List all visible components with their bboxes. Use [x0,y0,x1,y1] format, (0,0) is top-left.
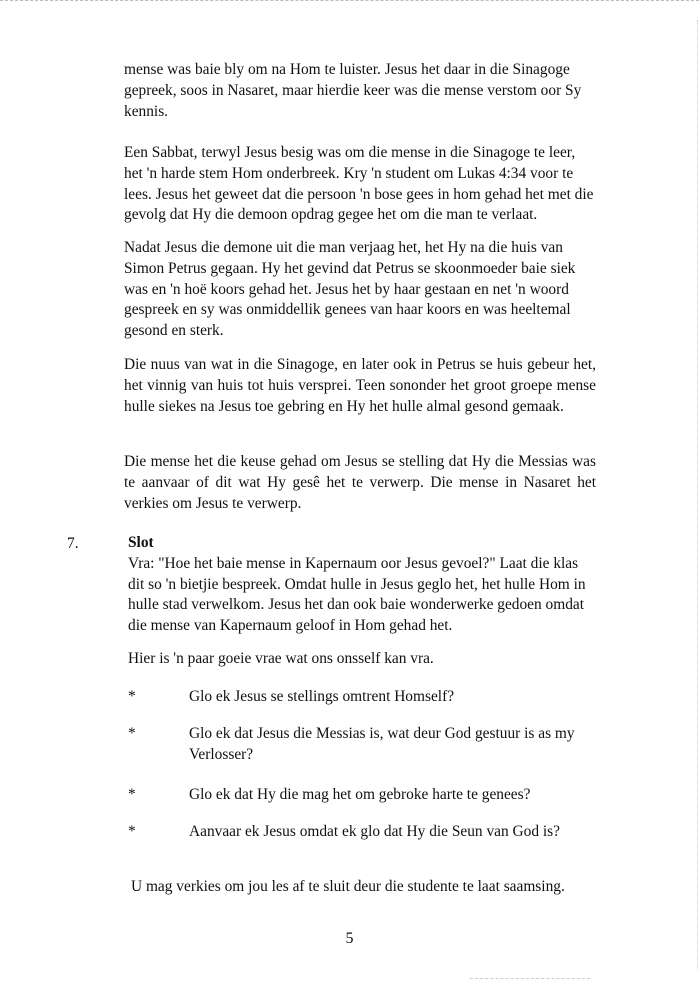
bullet-star-icon: * [128,786,136,803]
scan-edge-right [696,20,698,970]
question-text: Glo ek dat Jesus die Messias is, wat deur God gestuur is as my Verlosser? [189,725,575,763]
paragraph-1: mense was baie bly om na Hom te luister. Jesus het daar in die Sinagoge gepreek, soos in Nasaret, maar hierdie keer was die mense verstom oor Sy kennis. [124,61,582,120]
question-text: Glo ek Jesus se stellings omtrent Homself? [189,688,455,705]
section-title: Slot [128,534,154,551]
bullet-star-icon: * [128,725,136,742]
questions-intro: Hier is 'n paar goeie vrae wat ons onsself kan vra. [128,650,434,667]
scan-edge-bottom [470,978,590,980]
section-body: Vra: "Hoe het baie mense in Kapernaum oor Jesus gevoel?" Laat die klas dit so 'n bietjie bespreek. Omdat hulle in Jesus geglo het, het hulle Hom in hulle stad verwelkom. Jesus het dan ook baie wonderwerke gedoen omdat die mense van Kapernaum geloof in Hom gehad het. [128,554,586,635]
page-number: 5 [345,930,354,947]
scan-edge-top [0,0,699,2]
question-text: Glo ek dat Hy die mag het om gebroke harte te genees? [189,786,531,803]
bullet-star-icon: * [128,688,136,705]
question-text: Aanvaar ek Jesus omdat ek glo dat Hy die Seun van God is? [189,823,560,840]
section-number: 7. [67,535,79,552]
bullet-star-icon: * [128,823,136,840]
paragraph-4: Die nuus van wat in die Sinagoge, en later ook in Petrus se huis gebeur het, het vinnig van huis tot huis versprei. Teen sononder het groot groepe mense hulle siekes na Jesus toe gebring en Hy het hulle almal gesond gemaak. [124,356,596,415]
section-slot [128,533,598,637]
paragraph-2: Een Sabbat, terwyl Jesus besig was om die mense in die Sinagoge te leer, het 'n harde stem Hom onderbreek. Kry 'n student om Lukas 4:34 voor te lees. Jesus het geweet dat die persoon 'n bose gees in hom gehad het met die gevolg dat Hy die demoon opdrag gegee het om die man te verlaat. [124,144,594,224]
paragraph-5: Die mense het die keuse gehad om Jesus se stelling dat Hy die Messias was te aanvaar of dit wat Hy gesê het te verwerp. Die mense in Nasaret het verkies om Jesus te verwerp. [124,453,596,512]
closing-instruction: U mag verkies om jou les af te sluit deur die studente te laat saamsing. [131,878,565,895]
paragraph-3: Nadat Jesus die demone uit die man verjaag het, het Hy na die huis van Simon Petrus gegaan. Hy het gevind dat Petrus se skoonmoeder baie siek was en 'n hoë koors gehad het. Jesus het by haar gestaan en net 'n woord gespreek en sy was onmiddellik genees van haar koors en was heeltemal gesond en sterk. [124,239,576,340]
